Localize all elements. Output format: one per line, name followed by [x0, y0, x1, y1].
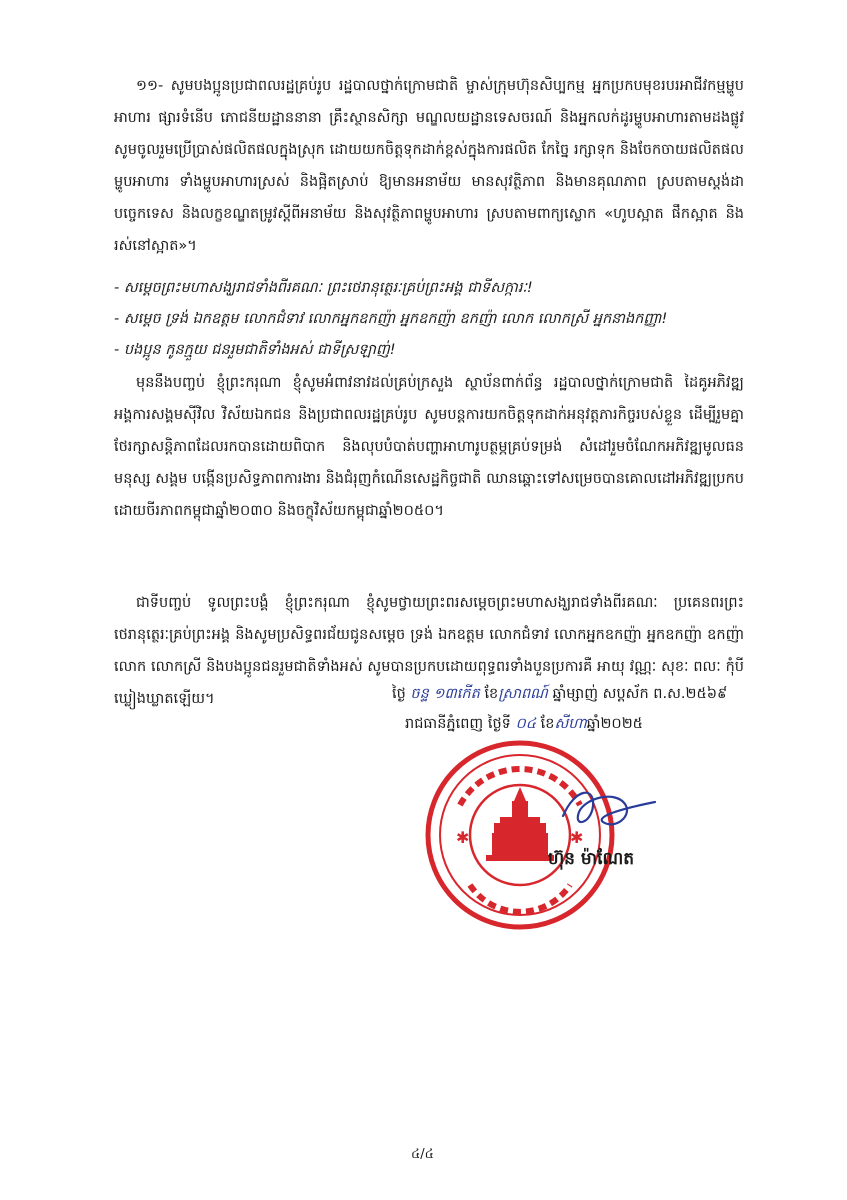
salutation-item: - សម្តេចព្រះមហាសង្ឃរាជទាំងពីរគណៈ ព្រះថេរានុត្ថេរៈគ្រប់ព្រះអង្គ ជាទីសក្ការៈ!: [114, 280, 533, 296]
solar-day-handwritten: ០៤: [515, 716, 537, 732]
signatory-name: ហ៊ុន ម៉ាណែត: [548, 849, 635, 869]
svg-text:✱: ✱: [570, 828, 584, 847]
lunar-date-prefix: ថ្ងៃ: [392, 686, 406, 702]
salutation-list: [114, 273, 754, 366]
lunar-month-handwritten: ស្រាពណ៍: [498, 686, 548, 702]
paragraph-closing: ជាទីបញ្ចប់ ទូលព្រះបង្គំ ខ្ញុំព្រះករុណា ខ្ញុំសូមថ្វាយព្រះពរសម្តេចព្រះមហាសង្ឃរាជទាំងពីរគណៈ ប្រគេនពរព្រះថេរានុត្ថេរៈគ្រប់ព្រះអង្គ និងសូមប្រសិទ្ធពរជ័យជូនសម្តេច ទ្រង់ ឯកឧត្តម លោកជំទាវ លោកអ្នកឧកញ៉ា អ្នកឧកញ៉ា ឧកញ៉ា លោក លោកស្រី និងបងប្អូនជនរួមជាតិទាំងអស់ សូមបានប្រកបដោយពុទ្ធពរទាំងបួនប្រការគឺ អាយុ វណ្ណៈ សុខៈ ពលៈ កុំបីឃ្លៀងឃ្លាតឡើយ។: [114, 595, 744, 707]
lunar-month-label: ខែ: [484, 686, 499, 702]
svg-text:✱: ✱: [456, 828, 470, 847]
solar-month-label: ខែ: [540, 716, 555, 732]
solar-date-prefix: រាជធានីភ្នំពេញ ថ្ងៃទី: [405, 716, 511, 732]
handwritten-signature-icon: [555, 778, 665, 838]
lunar-date-line: [392, 683, 727, 705]
salutation-item: - សម្តេច ទ្រង់ ឯកឧត្តម លោកជំទាវ លោកអ្នកឧកញ៉ា អ្នកឧកញ៉ា ឧកញ៉ា លោក លោកស្រី អ្នកនាងកញ្ញា!: [114, 311, 668, 327]
paragraph-appeal: មុននឹងបញ្ចប់ ខ្ញុំព្រះករុណា ខ្ញុំសូមអំពាវនាវដល់គ្រប់ក្រសួង ស្ថាប័នពាក់ព័ន្ធ រដ្ឋបាលថ្នាក់ក្រោមជាតិ ដៃគូអភិវឌ្ឍ អង្គការសង្គមស៊ីវិល វិស័យឯកជន និងប្រជាពលរដ្ឋគ្រប់រូប សូមបន្តការយកចិត្តទុកដាក់អនុវត្តភារកិច្ចរបស់ខ្លួន ដើម្បីរួមគ្នាថែរក្សាសន្តិភាពដែលរកបានដោយពិបាក និងលុបបំបាត់បញ្ហាអាហារូបត្ថម្ភគ្រប់ទម្រង់ សំដៅរួមចំណែកអភិវឌ្ឍមូលធនមនុស្ស សង្គម បង្កើនប្រសិទ្ធភាពការងារ និងជំរុញកំណើនសេដ្ឋកិច្ចជាតិ ឈានឆ្ពោះទៅសម្រេចបានគោលដៅអភិវឌ្ឍប្រកបដោយចីរភាពកម្ពុជាឆ្នាំ២០៣០ និងចក្ខុវិស័យកម្ពុជាឆ្នាំ២០៥០។: [114, 375, 744, 519]
solar-month-handwritten: សីហា: [554, 716, 587, 732]
solar-date-line: [405, 713, 643, 735]
salutation-item: - បងប្អូន កូនក្មួយ ជនរួមជាតិទាំងអស់ ជាទីស្រឡាញ់!: [114, 342, 396, 358]
paragraph-item-11: ១១- សូមបងប្អូនប្រជាពលរដ្ឋគ្រប់រូប រដ្ឋបាលថ្នាក់ក្រោមជាតិ ម្ចាស់ក្រុមហ៊ុនសិប្បកម្ម អ្នកប្រកបមុខរបរអាជីវកម្មម្ហូបអាហារ ផ្សារទំនើប ភោជនីយដ្ឋាននានា គ្រឹះស្ថានសិក្សា មណ្ឌលយដ្ឋានទេសចរណ៍ និងអ្នកលក់ដូរម្ហូបអាហារតាមដងផ្លូវ សូមចូលរួមប្រើប្រាស់ផលិតផលក្នុងស្រុក ដោយយកចិត្តទុកដាក់ខ្ពស់ក្នុងការផលិត កែច្នៃ រក្សាទុក និងចែកចាយផលិតផលម្ហូបអាហារ ទាំងម្ហូបអាហារស្រស់ និងផ្អិតស្រាប់ ឱ្យមានអនាម័យ មានសុវត្ថិភាព និងមានគុណភាព ស្របតាមស្តង់ដា បច្ចេកទេស និងលក្ខខណ្ឌតម្រូវស្តីពីអនាម័យ និងសុវត្ថិភាពម្ហូបអាហារ ស្របតាមពាក្យស្លោក «ហូបស្អាត ផឹកស្អាត និងរស់នៅស្អាត»។: [114, 78, 744, 254]
lunar-date-suffix: ឆ្នាំម្សាញ់ សប្តស័ក ព.ស.២៥៦៩: [552, 686, 728, 702]
lunar-day-handwritten: ចន្ទ ១៣កើត: [410, 686, 480, 702]
solar-date-suffix: ឆ្នាំ២០២៥: [586, 716, 643, 732]
page-number: ៤/៤: [411, 1147, 434, 1162]
